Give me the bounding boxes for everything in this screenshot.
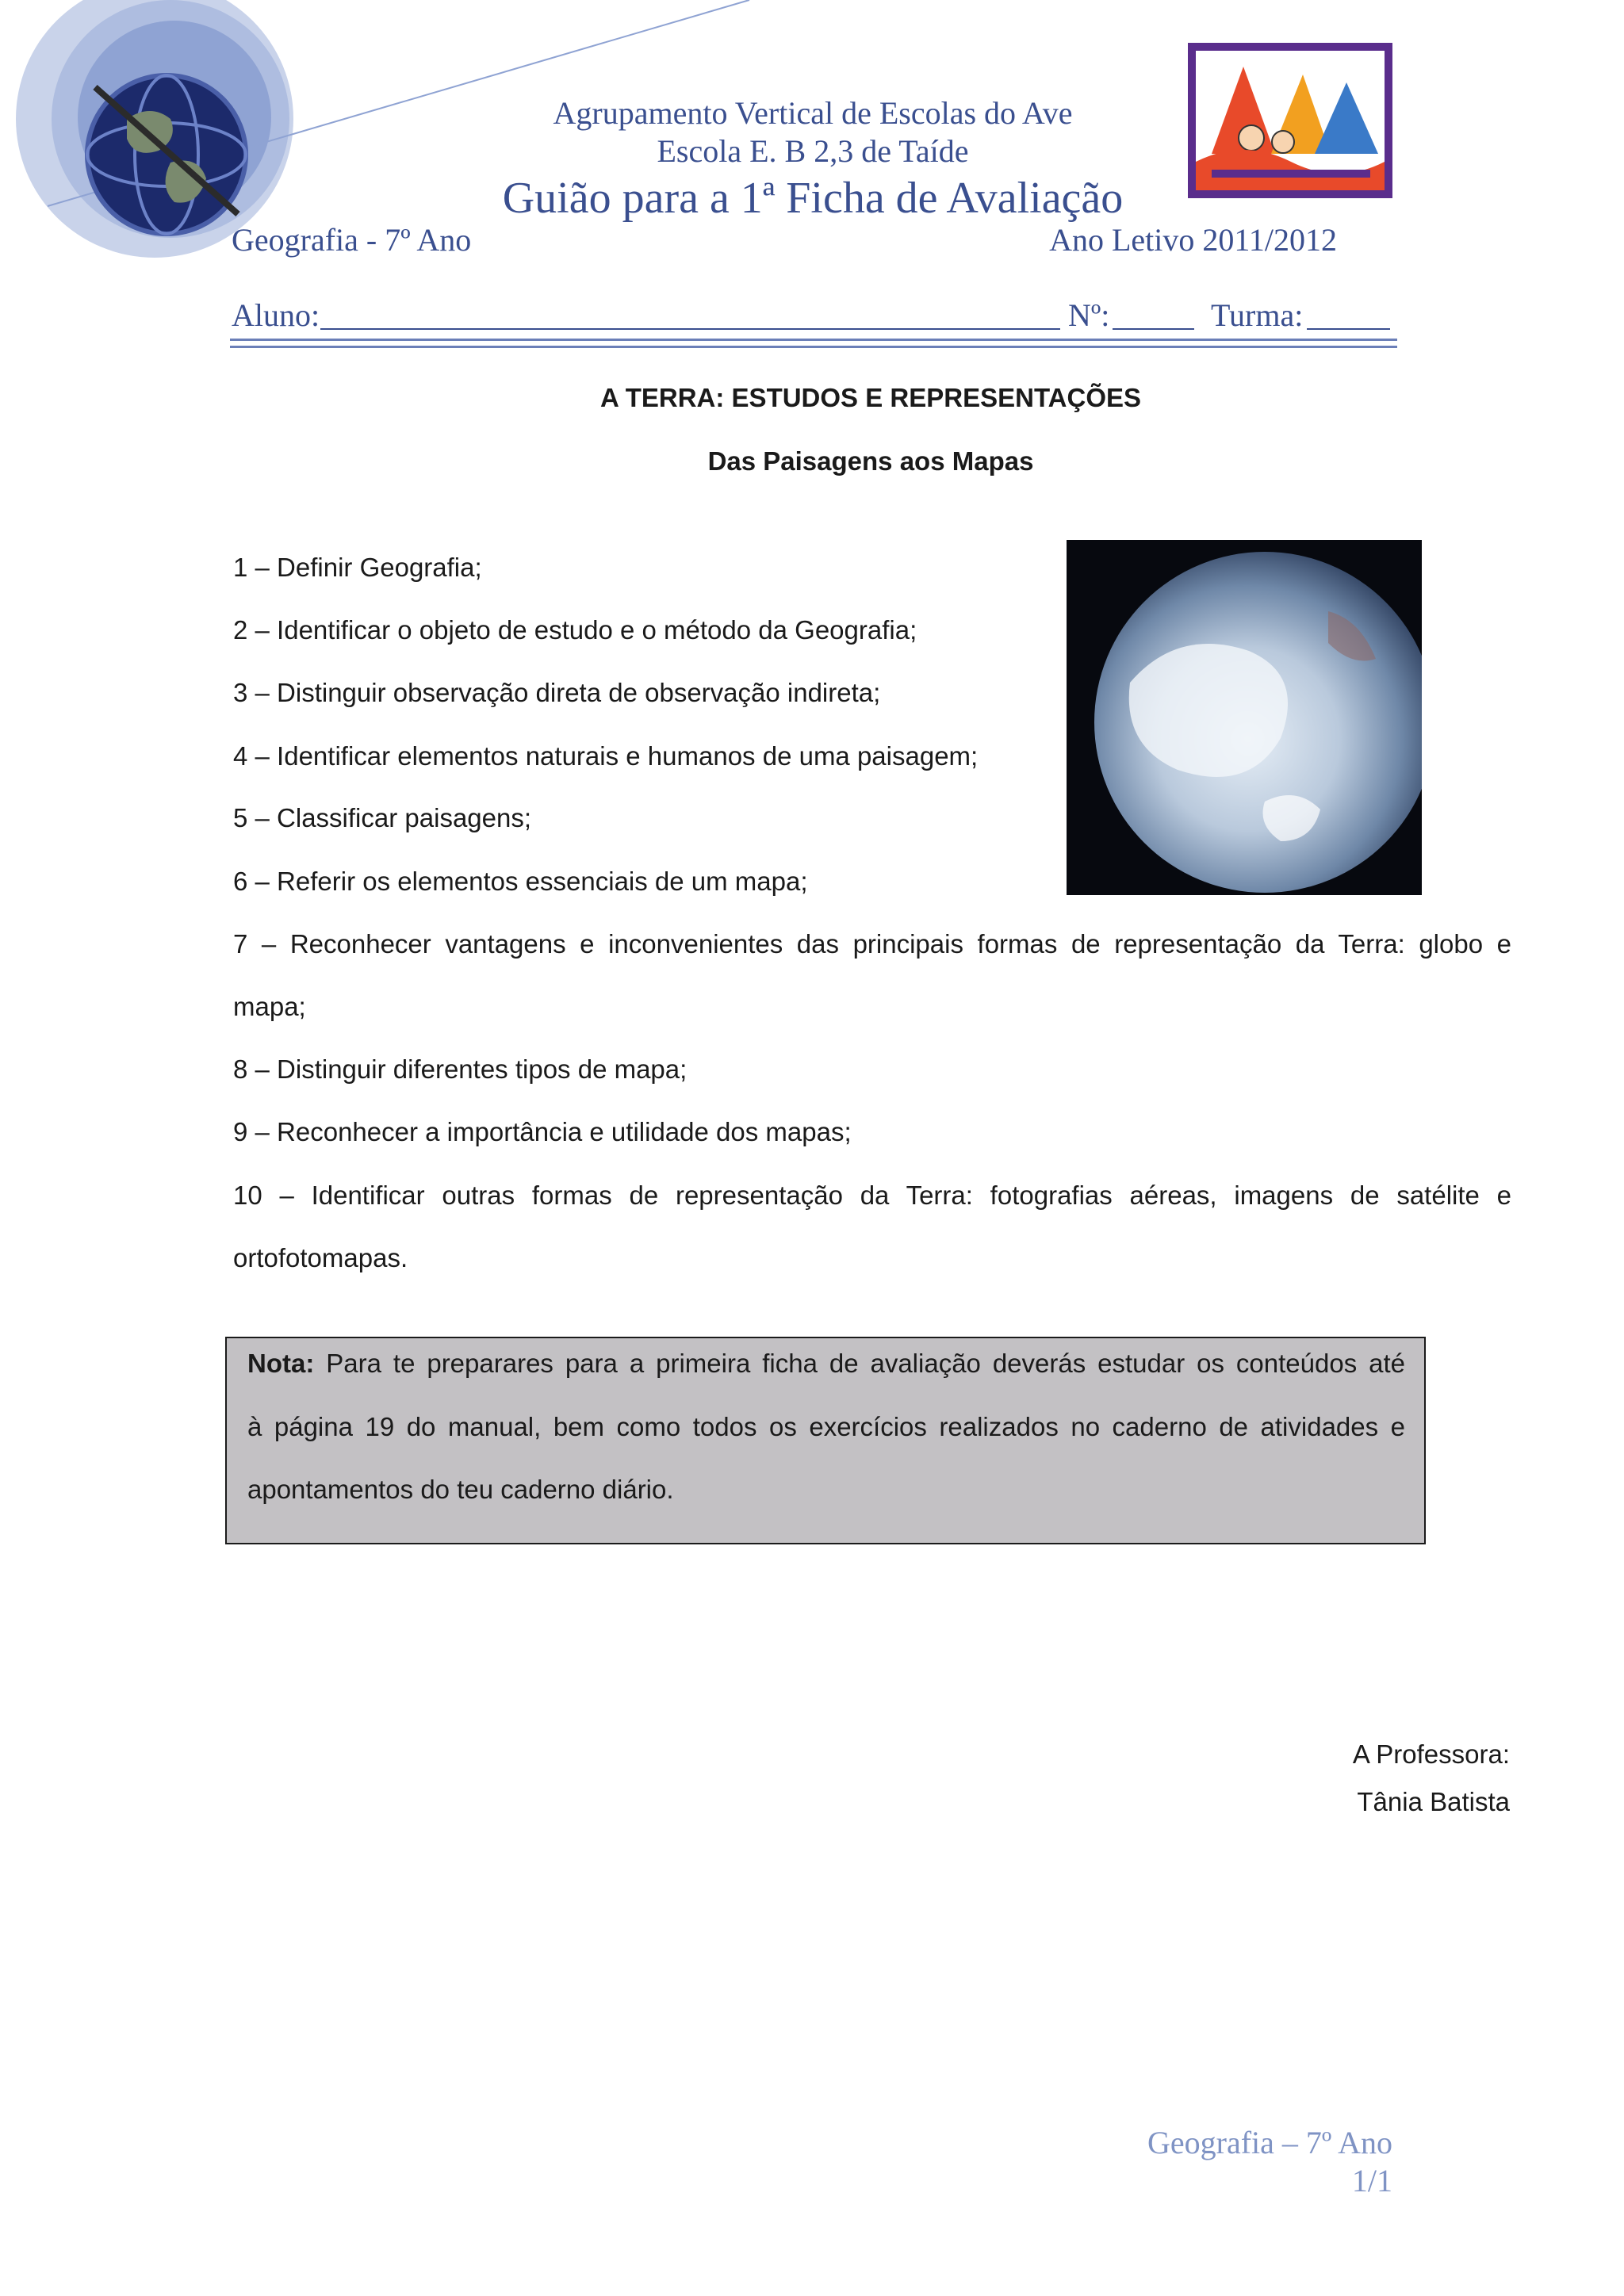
list-item: 2 – Identificar o objeto de estudo e o método da Geografia;: [233, 615, 917, 645]
subject-label: Geografia - 7º Ano: [232, 222, 472, 258]
note-box: [225, 1337, 1426, 1544]
note-text: à página 19 do manual, bem como todos os exercícios realizados no caderno de atividades e: [247, 1412, 1405, 1441]
school-name: Escola E. B 2,3 de Taíde: [657, 133, 969, 169]
school-logo: [1188, 43, 1392, 198]
globe-icon: [87, 75, 246, 234]
list-item: 4 – Identificar elementos naturais e humanos de uma paisagem;: [233, 741, 979, 771]
student-name-label: Aluno:: [232, 297, 320, 333]
list-item: 8 – Distinguir diferentes tipos de mapa;: [233, 1054, 688, 1084]
note-label: Nota:: [247, 1349, 315, 1378]
list-item: 7 – Reconhecer vantagens e inconvenientes das principais formas de representação da Terra: globo e: [233, 929, 1511, 959]
list-item: 10 – Identificar outras formas de representação da Terra: fotografias aéreas, imagens de satélite e: [233, 1181, 1511, 1210]
note-text: Para te preparares para a primeira ficha de avaliação deverás estudar os conteúdos até: [326, 1349, 1406, 1378]
note-text: apontamentos do teu caderno diário.: [247, 1475, 674, 1504]
page-number: 1/1: [1351, 2163, 1392, 2198]
school-year-label: Ano Letivo 2011/2012: [1049, 222, 1337, 258]
school-group-name: Agrupamento Vertical de Escolas do Ave: [553, 95, 1073, 131]
student-number-field[interactable]: [1113, 328, 1194, 330]
header-divider: [230, 339, 1397, 348]
student-number-label: Nº:: [1068, 297, 1110, 333]
list-item: ortofotomapas.: [233, 1243, 408, 1272]
class-label: Turma:: [1211, 297, 1304, 333]
list-item: mapa;: [233, 992, 306, 1021]
section-subheading: Das Paisagens aos Mapas: [707, 446, 1034, 476]
list-item: 1 – Definir Geografia;: [233, 553, 482, 582]
list-item: 5 – Classificar paisagens;: [233, 803, 532, 832]
class-field[interactable]: [1307, 328, 1390, 330]
section-heading: A TERRA: ESTUDOS E REPRESENTAÇÕES: [599, 383, 1142, 412]
student-name-field[interactable]: [320, 328, 1060, 330]
list-item: 3 – Distinguir observação direta de observação indireta;: [233, 678, 881, 707]
signature-label: A Professora:: [1352, 1739, 1510, 1769]
list-item: 6 – Referir os elementos essenciais de um mapa;: [233, 867, 808, 896]
earth-satellite-image: [1067, 540, 1422, 895]
list-item: 9 – Reconhecer a importância e utilidade dos mapas;: [233, 1117, 852, 1146]
document-title: Guião para a 1ª Ficha de Avaliação: [502, 174, 1124, 223]
footer-subject: Geografia – 7º Ano: [1147, 2125, 1392, 2160]
signature-name: Tânia Batista: [1357, 1787, 1510, 1816]
